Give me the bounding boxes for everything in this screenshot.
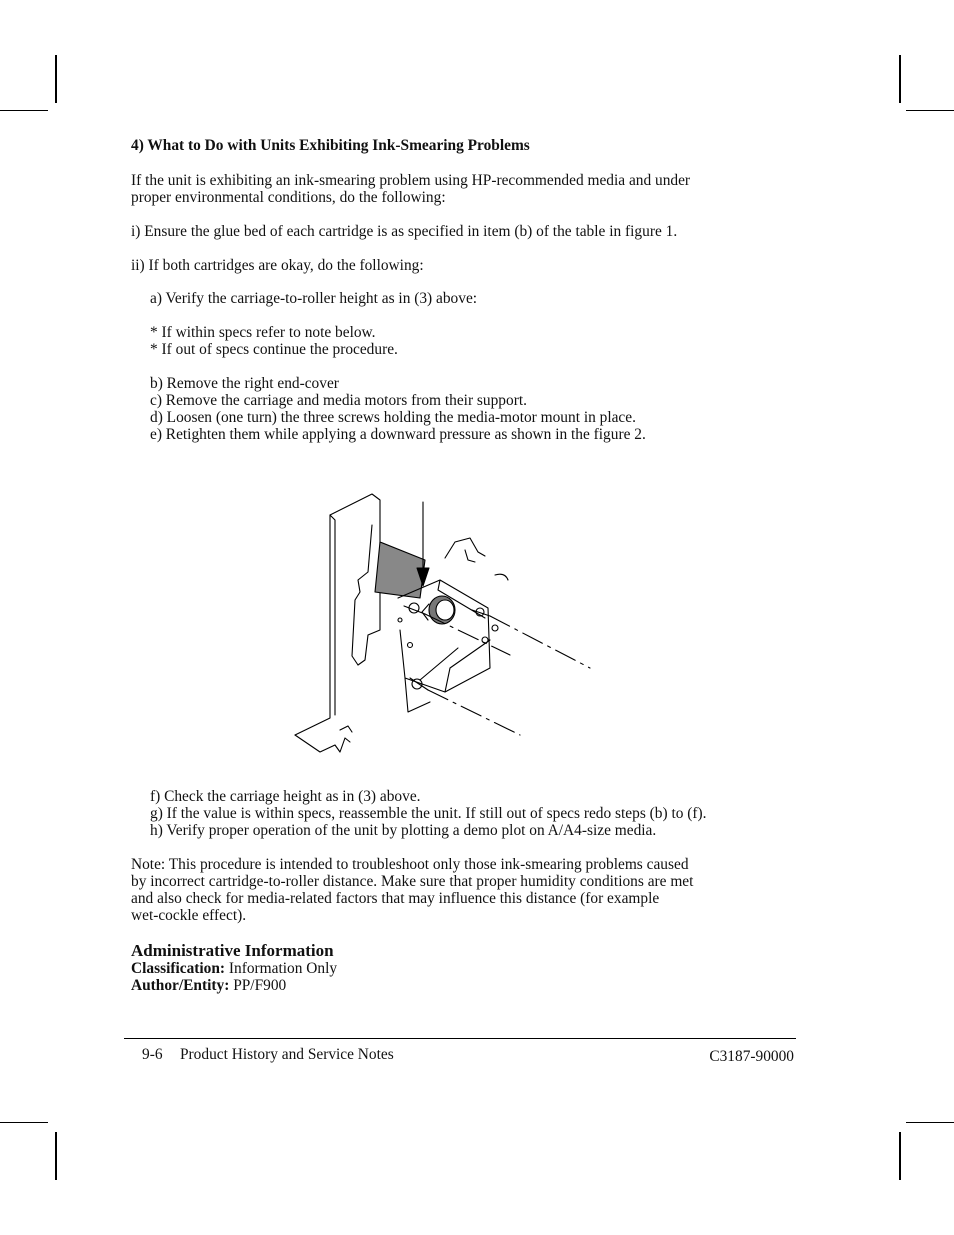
media-motor-mount-illustration	[280, 480, 610, 780]
step-a: a) Verify the carriage-to-roller height as in (3) above:	[150, 290, 478, 307]
bullet-out-of-specs: * If out of specs continue the procedure.	[150, 341, 398, 358]
admin-author	[131, 977, 286, 994]
note-line-1: Note: This procedure is intended to troubleshoot only those ink-smearing problems caused	[131, 856, 689, 873]
bullet-within-specs: * If within specs refer to note below.	[150, 324, 376, 341]
crop-mark-bottom-left-v	[55, 1132, 57, 1180]
crop-mark-top-left-v	[55, 55, 57, 103]
note-line-2: by incorrect cartridge-to-roller distance. Make sure that proper humidity conditions are met	[131, 873, 694, 890]
step-ii: ii) If both cartridges are okay, do the following:	[131, 257, 424, 274]
footer-title: Product History and Service Notes	[180, 1046, 394, 1063]
footer-page-number: 9-6	[142, 1046, 163, 1063]
step-b: b) Remove the right end-cover	[150, 375, 339, 392]
intro-line-1: If the unit is exhibiting an ink-smearing problem using HP-recommended media and under	[131, 172, 691, 189]
crop-mark-top-right-v	[899, 55, 901, 103]
step-i: i) Ensure the glue bed of each cartridge is as specified in item (b) of the table in figure 1.	[131, 223, 678, 240]
step-g: g) If the value is within specs, reassemble the unit. If still out of specs redo steps (b) to (f).	[150, 805, 707, 822]
intro-line-2: proper environmental conditions, do the following:	[131, 189, 446, 206]
crop-mark-bottom-left-h	[0, 1122, 48, 1123]
crop-mark-bottom-right-v	[899, 1132, 901, 1180]
crop-mark-top-right-h	[906, 110, 954, 111]
note-line-3: and also check for media-related factors that may influence this distance (for example	[131, 890, 660, 907]
section-heading: 4) What to Do with Units Exhibiting Ink-Smearing Problems	[131, 137, 530, 154]
admin-heading: Administrative Information	[131, 941, 334, 960]
footer-doc-code: C3187-90000	[709, 1048, 794, 1065]
admin-classification	[131, 960, 337, 977]
crop-mark-bottom-right-h	[906, 1122, 954, 1123]
footer-rule	[124, 1038, 796, 1039]
step-h: h) Verify proper operation of the unit by plotting a demo plot on A/A4-size media.	[150, 822, 657, 839]
step-e: e) Retighten them while applying a downward pressure as shown in the figure 2.	[150, 426, 646, 443]
step-c: c) Remove the carriage and media motors from their support.	[150, 392, 527, 409]
author-value: PP/F900	[229, 977, 287, 994]
step-d: d) Loosen (one turn) the three screws holding the media-motor mount in place.	[150, 409, 636, 426]
classification-value: Information Only	[225, 960, 338, 977]
step-f: f) Check the carriage height as in (3) above.	[150, 788, 421, 805]
classification-label: Classification:	[131, 960, 226, 977]
note-line-4: wet-cockle effect).	[131, 907, 247, 924]
crop-mark-top-left-h	[0, 110, 48, 111]
author-label: Author/Entity:	[131, 977, 230, 994]
